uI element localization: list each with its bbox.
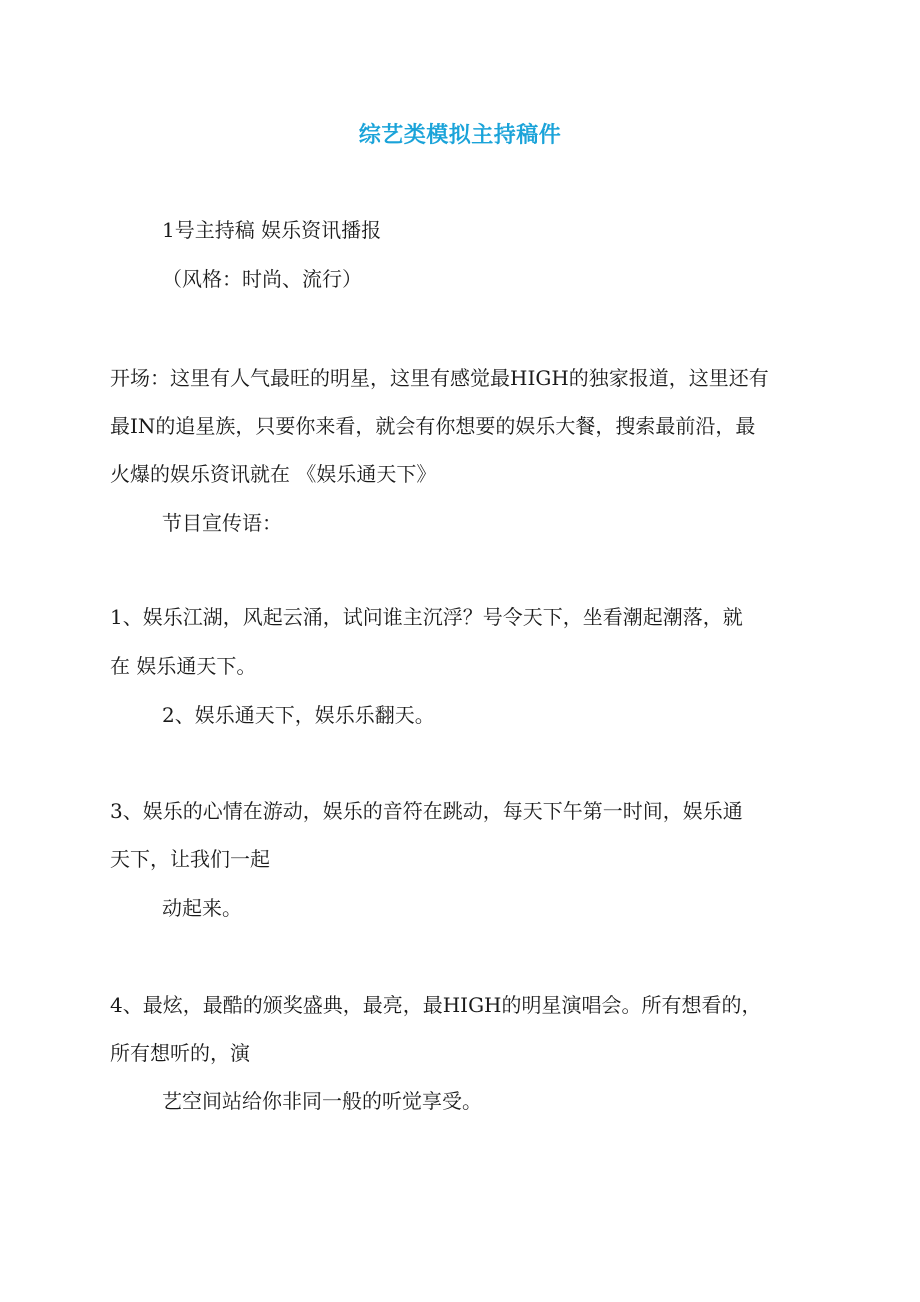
item3-line-1: 3、娱乐的心情在游动，娱乐的音符在跳动，每天下午第一时间，娱乐通 — [110, 799, 743, 823]
opening-line-2: 最IN的追星族，只要你来看，就会有你想要的娱乐大餐，搜索最前沿，最 — [110, 414, 756, 438]
document-title: 综艺类模拟主持稿件 — [358, 123, 562, 148]
script-heading: 1号主持稿 娱乐资讯播报 — [162, 218, 382, 242]
item1-line-2: 在 娱乐通天下。 — [110, 654, 257, 678]
style-note: （风格：时尚、流行） — [162, 267, 362, 291]
opening-line-1: 开场：这里有人气最旺的明星，这里有感觉最HIGH的独家报道，这里还有 — [110, 366, 769, 390]
item4-line-3: 艺空间站给你非同一般的听觉享受。 — [162, 1089, 482, 1113]
opening-line-3: 火爆的娱乐资讯就在 《娱乐通天下》 — [110, 462, 437, 486]
item4-line-2: 所有想听的，演 — [110, 1041, 250, 1065]
item1-line-1: 1、娱乐江湖，风起云涌，试问谁主沉浮？号令天下，坐看潮起潮落，就 — [110, 605, 743, 629]
item4-line-1: 4、最炫，最酷的颁奖盛典，最亮，最HIGH的明星演唱会。所有想看的， — [110, 993, 762, 1017]
slogan-label: 节目宣传语： — [162, 511, 282, 535]
item2-line: 2、娱乐通天下，娱乐乐翻天。 — [162, 703, 435, 727]
item3-line-2: 天下，让我们一起 — [110, 847, 270, 871]
item3-line-3: 动起来。 — [162, 896, 242, 920]
